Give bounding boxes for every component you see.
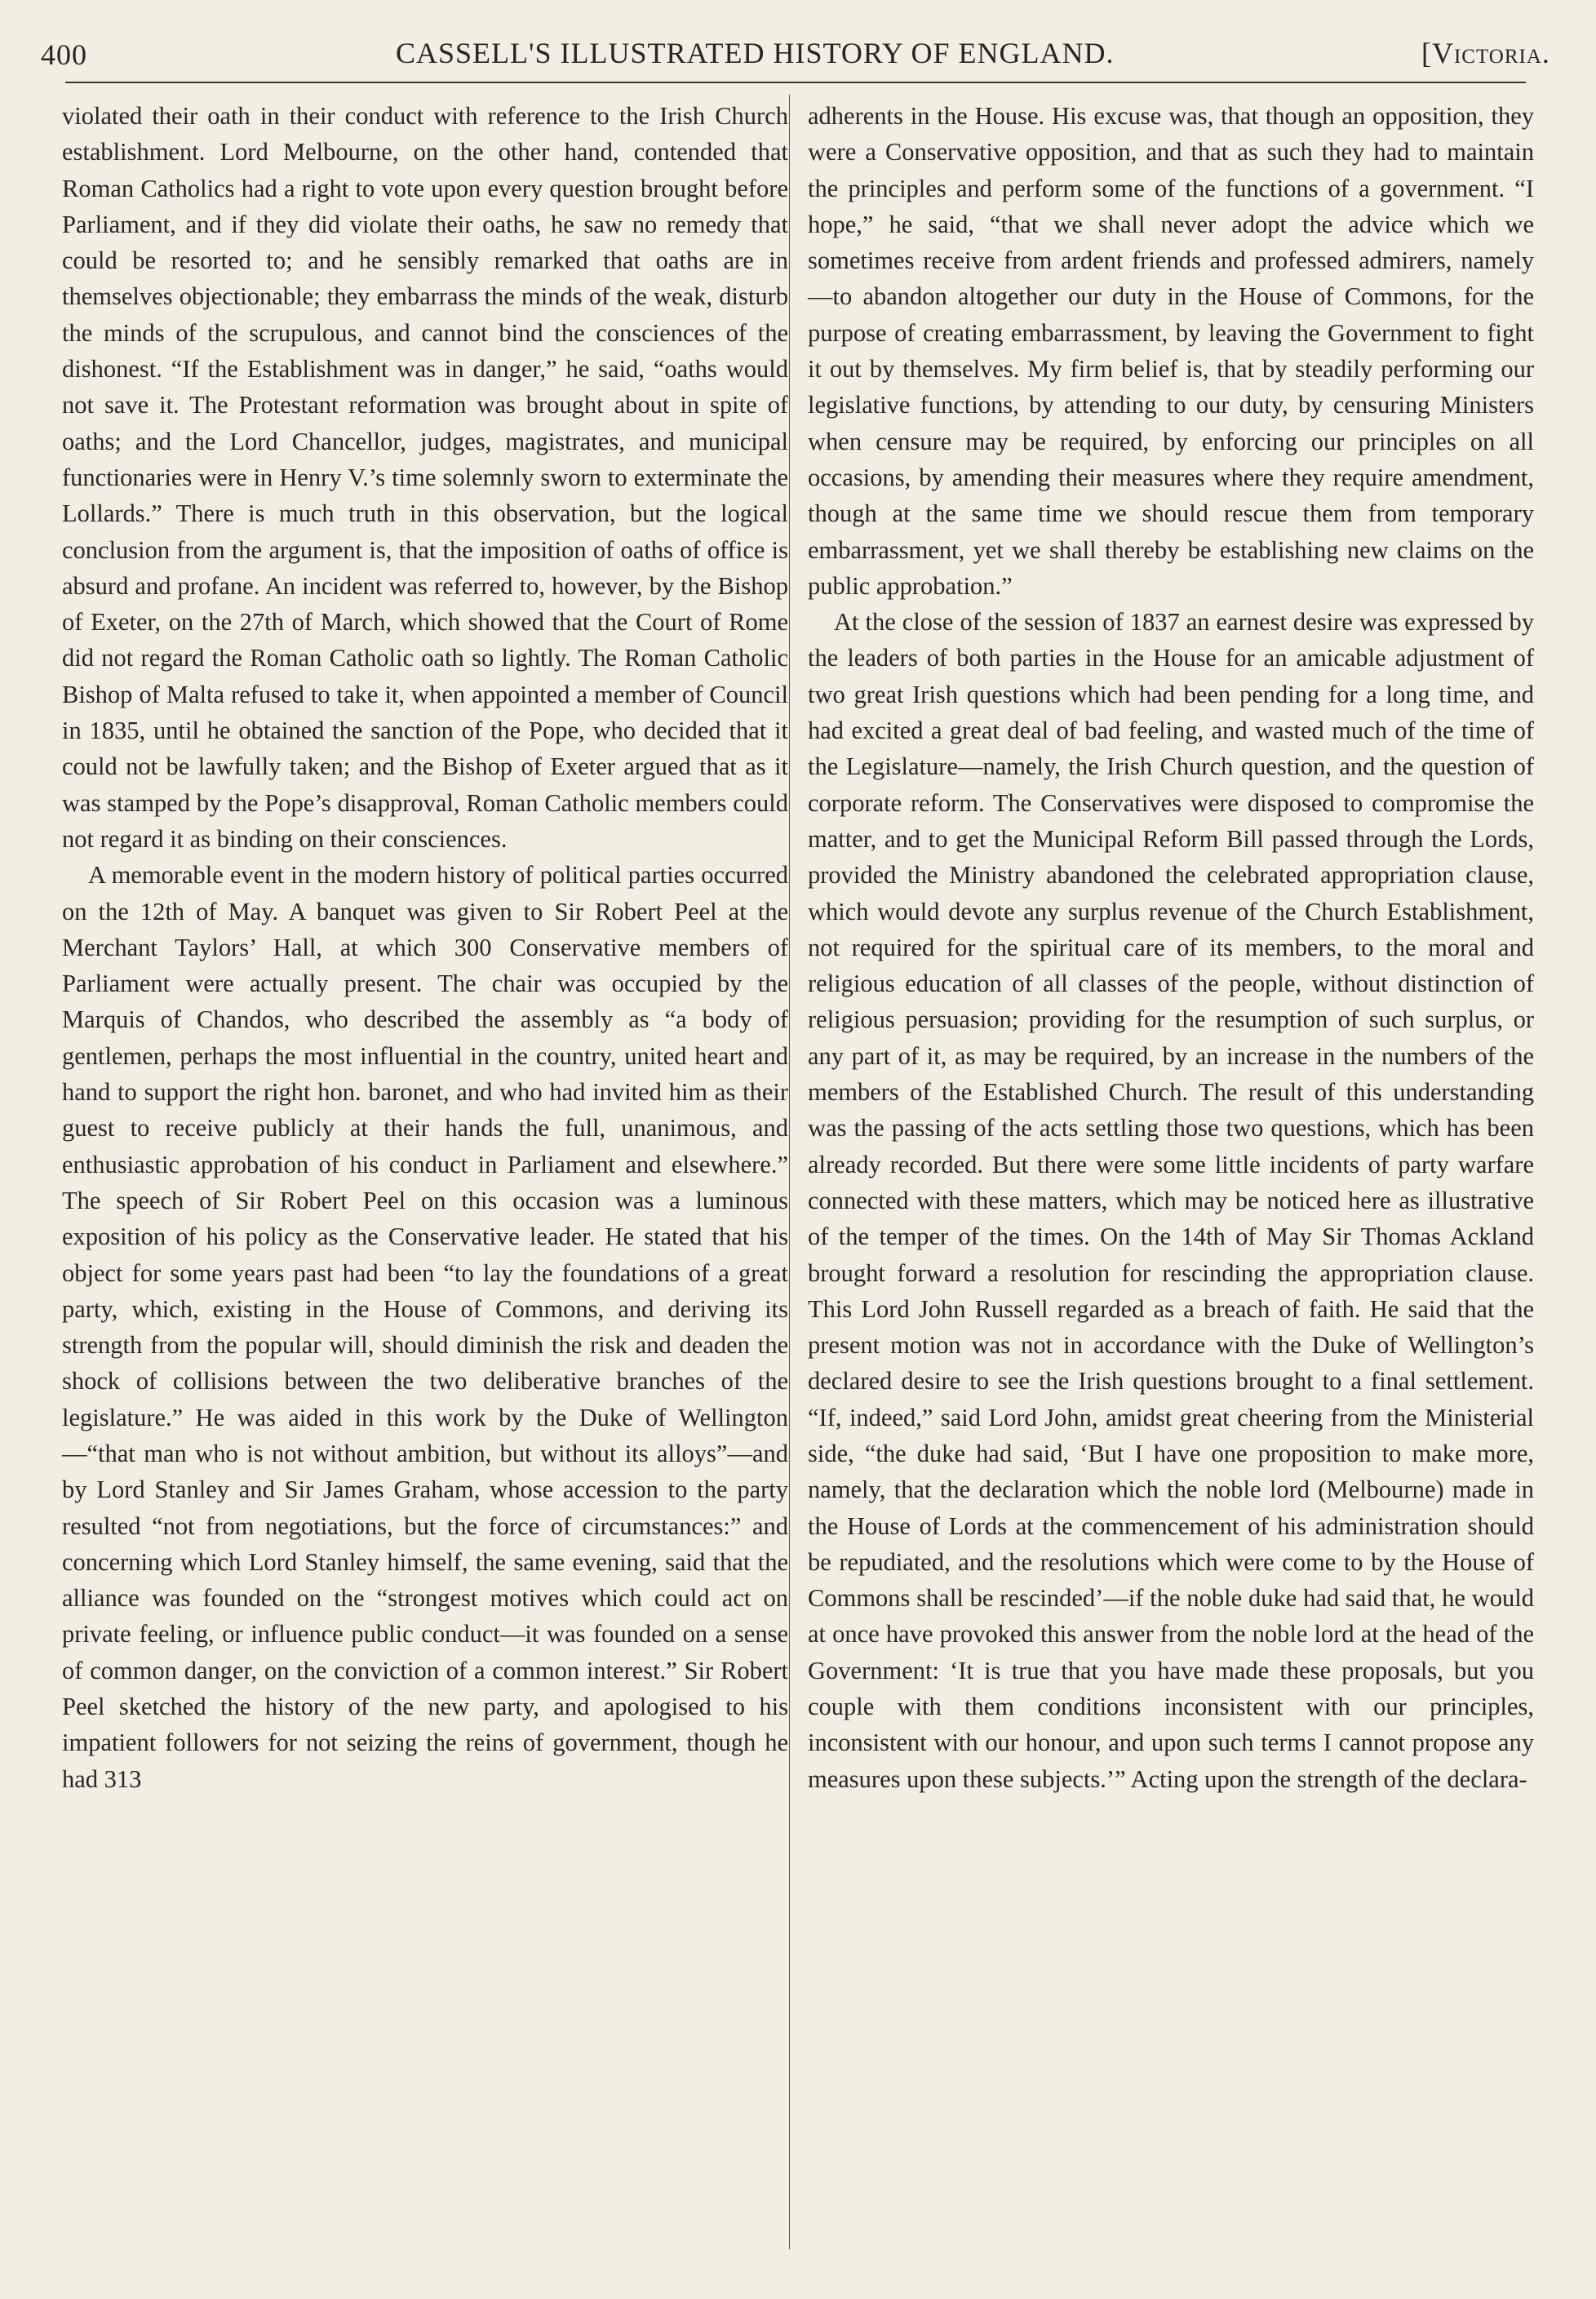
left-paragraph-1: violated their oath in their conduct with reference to the Irish Church establishment. Lord Melbourne, on the other hand, contended that Roman Catholics had a right to vote upon every question brought before Parliament, and if they did violate their oaths, he saw no remedy that could be resorted to; and he sensibly remarked that oaths are in themselves objectionable; they embarrass the minds of the weak, disturb the minds of the scrupulous, and cannot bind the consciences of the dishonest. “If the Establishment was in danger,” he said, “oaths would not save it. The Protestant reformation was brought about in spite of oaths; and the Lord Chancellor, judges, magistrates, and municipal functionaries were in Henry V.’s time solemnly sworn to exterminate the Lollards.” There is much truth in this observation, but the logical conclusion from the argument is, that the imposition of oaths of office is absurd and profane. An incident was referred to, however, by the Bishop of Exeter, on the 27th of March, which showed that the Court of Rome did not regard the Roman Catholic oath so lightly. The Roman Catholic Bishop of Malta refused to take it, when appointed a member of Council in 1835, until he obtained the sanction of the Pope, who decided that it could not be lawfully taken; and the Bishop of Exeter argued that as it was stamped by the Pope’s disapproval, Roman Catholic members could not regard it as binding on their consciences.: [62, 102, 788, 853]
left-column: [62, 98, 788, 1797]
page-number: 400: [41, 38, 87, 71]
right-paragraph-2: At the close of the session of 1837 an earnest desire was expressed by the leaders of both parties in the House for an amicable adjustment of two great Irish questions which had been pending for a long time, and had excited a great deal of bad feeling, and wasted much of the time of the Legislature—namely, the Irish Church question, and the question of corporate reform. The Conservatives were disposed to compromise the matter, and to get the Municipal Reform Bill passed through the Lords, provided the Ministry abandoned the celebrated appropriation clause, which would devote any surplus revenue of the Church Establishment, not required for the spiritual care of its members, to the moral and religious education of all classes of the people, without distinction of religious persuasion; providing for the resumption of such surplus, or any part of it, as may be required, by an increase in the numbers of the members of the Established Church. The result of this understanding was the passing of the acts settling those two questions, which has been already recorded. But there were some little incidents of party warfare connected with these matters, which may be noticed here as illustrative of the temper of the times. On the 14th of May Sir Thomas Ackland brought forward a resolution for rescinding the appropriation clause. This Lord John Russell regarded as a breach of faith. He said that the present motion was not in accordance with the Duke of Wellington’s declared desire to see the Irish questions brought to a final settlement. “If, indeed,” said Lord John, amidst great cheering from the Ministerial side, “the duke had said, ‘But I have one proposition to make more, namely, that the declaration which the noble lord (Melbourne) made in the House of Lords at the commencement of his administration should be repudiated, and the resolutions which were come to by the House of Commons shall be rescinded’—if the noble duke had said that, he would at once have provoked this answer from the noble lord at the head of the Government: ‘It is true that you have made these proposals, but you couple with them conditions inconsistent with our principles, inconsistent with our honour, and upon such terms I cannot propose any measures upon these subjects.’” Acting upon the strength of the declara-: [808, 608, 1534, 1793]
page-header: [41, 33, 1550, 75]
header-rule: [65, 82, 1526, 83]
left-paragraph-2: A memorable event in the modern history of political parties occurred on the 12th of May. A banquet was given to Sir Robert Peel at the Merchant Taylors’ Hall, at which 300 Conservative members of Parliament were actually present. The chair was occupied by the Marquis of Chandos, who described the assembly as “a body of gentlemen, perhaps the most influential in the country, united heart and hand to support the right hon. baronet, and who had invited him as their guest to receive publicly at their hands the full, unanimous, and enthusiastic approbation of his conduct in Parliament and elsewhere.” The speech of Sir Robert Peel on this occasion was a luminous exposition of his policy as the Conservative leader. He stated that his object for some years past had been “to lay the foundations of a great party, which, existing in the House of Commons, and deriving its strength from the popular will, should diminish the risk and deaden the shock of collisions between the two deliberative branches of the legislature.” He was aided in this work by the Duke of Wellington—“that man who is not without ambition, but without its alloys”—and by Lord Stanley and Sir James Graham, whose accession to the party resulted “not from negotiations, but the force of circumstances:” and concerning which Lord Stanley himself, the same evening, said that the alliance was founded on the “strongest motives which could act on private feeling, or influence public conduct—it was founded on a sense of common danger, on the conviction of a common interest.” Sir Robert Peel sketched the history of the new party, and apologised to his impatient followers for not seizing the reins of government, though he had 313: [62, 861, 788, 1793]
right-paragraph-1: adherents in the House. His excuse was, that though an opposition, they were a Conservative opposition, and that as such they had to maintain the principles and perform some of the functions of a government. “I hope,” he said, “that we shall never adopt the advice which we sometimes receive from ardent friends and professed admirers, namely—to abandon altogether our duty in the House of Commons, for the purpose of creating embarrassment, by leaving the Government to fight it out by themselves. My firm belief is, that by steadily performing our legislative functions, by attending to our duty, by censuring Ministers when censure may be required, by enforcing our principles on all occasions, by amending their measures where they require amendment, though at the same time we should rescue them from temporary embarrassment, yet we shall thereby be establishing new claims on the public approbation.”: [808, 102, 1534, 600]
right-column: [808, 98, 1534, 1797]
column-divider: [789, 95, 790, 2249]
section-label: [Victoria.: [1421, 37, 1550, 69]
running-title: CASSELL'S ILLUSTRATED HISTORY OF ENGLAND.: [396, 37, 1115, 69]
